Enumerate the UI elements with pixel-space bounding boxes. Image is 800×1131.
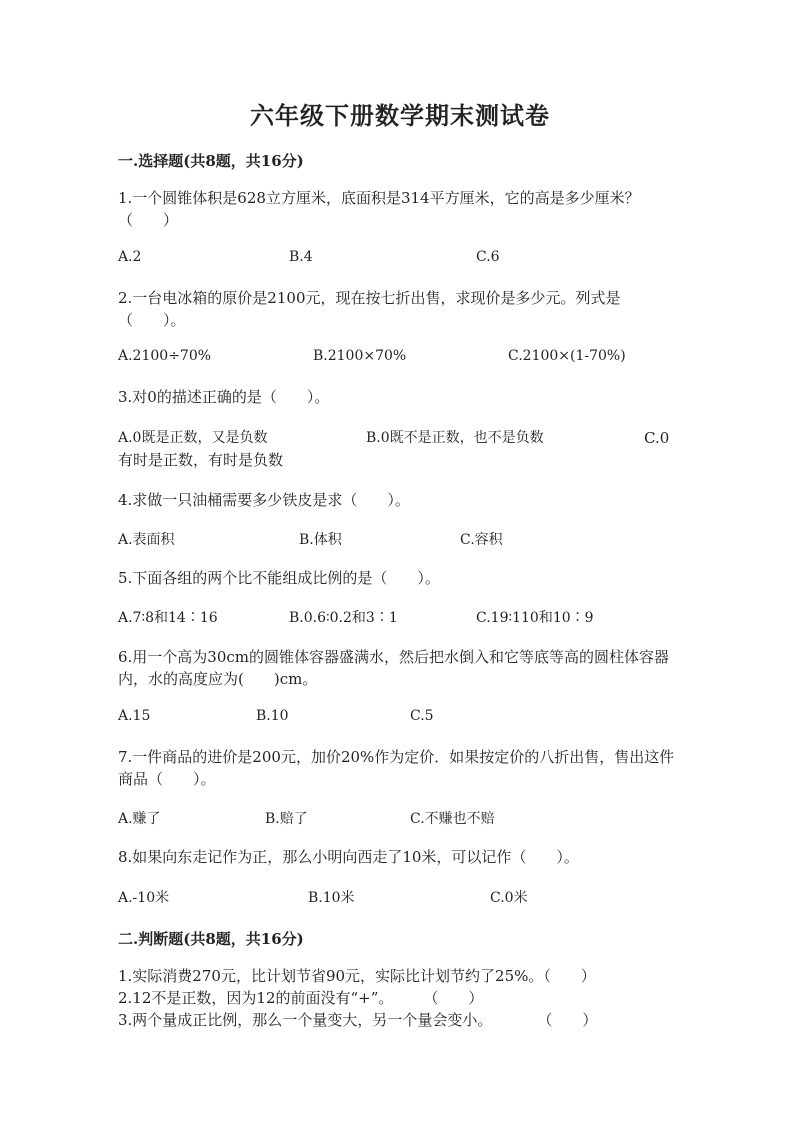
option-7a: A.赚了 xyxy=(118,811,161,827)
option-4a: A.表面积 xyxy=(118,532,175,548)
question-5: 5.下面各组的两个比不能组成比例的是（ ）。 xyxy=(118,569,440,587)
option-3c: C.0有时是正数，有时是负数 xyxy=(118,429,670,469)
options-4 xyxy=(118,529,678,551)
option-6b: B.10 xyxy=(256,708,289,724)
option-3b: B.0既不是正数，也不是负数 xyxy=(366,430,544,446)
option-1b: B.4 xyxy=(289,249,313,265)
option-8c: C.0米 xyxy=(490,890,528,906)
option-6c: C.5 xyxy=(410,708,434,724)
option-8a: A.-10米 xyxy=(118,890,170,906)
option-1c: C.6 xyxy=(476,249,500,265)
option-4c: C.容积 xyxy=(460,532,503,548)
options-6 xyxy=(118,708,678,730)
option-2a: A.2100÷70% xyxy=(118,348,212,364)
options-1 xyxy=(118,249,678,271)
option-7b: B.赔了 xyxy=(265,811,308,827)
question-6: 6.用一个高为30cm的圆锥体容器盛满水，然后把水倒入和它等底等高的圆柱体容器内，水的高度应为( )cm。 xyxy=(118,648,670,688)
option-5a: A.7∶8和14∶16 xyxy=(118,610,218,626)
option-1a: A.2 xyxy=(118,249,142,265)
question-7: 7.一件商品的进价是200元，加价20%作为定价．如果按定价的八折出售，售出这件商品（ ）。 xyxy=(118,748,675,788)
option-6a: A.15 xyxy=(118,708,151,724)
page-title: 六年级下册数学期末测试卷 xyxy=(250,101,550,130)
option-3a: A.0既是正数，又是负数 xyxy=(118,430,268,446)
options-2 xyxy=(118,348,678,370)
question-3: 3.对0的描述正确的是（ ）。 xyxy=(118,388,330,406)
option-2b: B.2100×70% xyxy=(313,348,407,364)
option-7c: C.不赚也不赔 xyxy=(410,811,495,827)
question-1: 1.一个圆锥体积是628立方厘米，底面积是314平方厘米，它的高是多少厘米？（ ） xyxy=(118,189,640,229)
option-4b: B.体积 xyxy=(299,532,342,548)
section-heading-judge: 二.判断题(共8题，共16分) xyxy=(118,930,304,948)
judge-item-3: 3.两个量成正比例，那么一个量变大，另一个量会变小。 （ ） xyxy=(118,1011,598,1029)
question-4: 4.求做一只油桶需要多少铁皮是求（ ）。 xyxy=(118,491,410,509)
options-5 xyxy=(118,607,678,629)
question-2: 2.一台电冰箱的原价是2100元，现在按七折出售，求现价是多少元。列式是（ ）。 xyxy=(118,289,621,329)
section-heading-choice: 一.选择题(共8题，共16分) xyxy=(118,152,304,170)
option-5b: B.0.6∶0.2和3∶1 xyxy=(289,610,398,626)
options-8 xyxy=(118,887,678,909)
option-5c: C.19∶110和10∶9 xyxy=(476,610,594,626)
question-8: 8.如果向东走记作为正，那么小明向西走了10米，可以记作（ ）。 xyxy=(118,848,579,866)
judge-item-2: 2.12不是正数，因为12的前面没有“+”。 （ ） xyxy=(118,989,484,1007)
options-7 xyxy=(118,808,678,830)
option-3c-wrap xyxy=(118,427,678,471)
judge-item-1: 1.实际消费270元，比计划节省90元，实际比计划节约了25%。（ ） xyxy=(118,967,596,985)
option-2c: C.2100×(1-70%) xyxy=(508,348,626,364)
option-8b: B.10米 xyxy=(308,890,355,906)
